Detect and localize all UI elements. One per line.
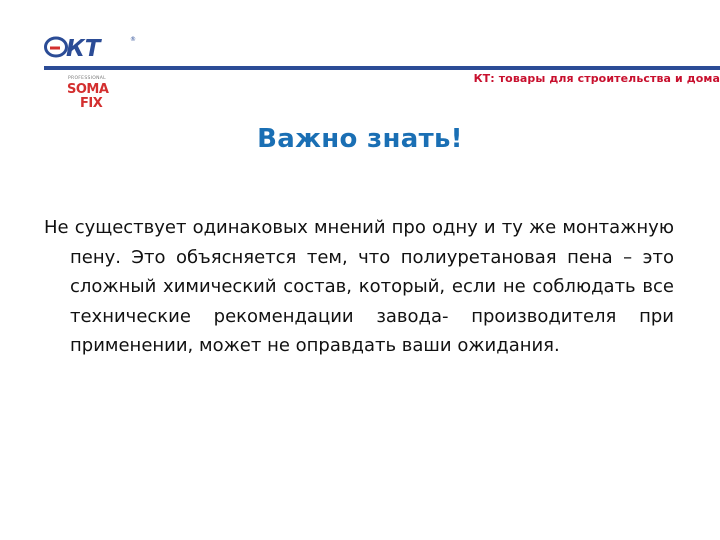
- header-tagline: КТ: товары для строительства и дома: [473, 72, 720, 85]
- kt-logo: [44, 32, 138, 62]
- slide-body-text: Не существует одинаковых мнений про одну и ту же монтажную пену. Это объясняется тем, что полиуретановая пена – это сложный химический состав, который, если не соблюдать все технические рекомендации завода- производителя при применении, может не оправдать ваши ожидания.: [44, 217, 674, 356]
- logo-wordmark: КТ: [66, 36, 101, 62]
- svg-text:FIX: FIX: [80, 96, 103, 109]
- slide-title: Важно знать!: [257, 124, 463, 154]
- somafix-logo: [66, 73, 124, 109]
- svg-text:SOMA: SOMA: [67, 82, 109, 97]
- header-divider: [44, 66, 720, 70]
- svg-text:PROFESSIONAL: PROFESSIONAL: [68, 76, 106, 81]
- svg-text:®: ®: [130, 36, 136, 43]
